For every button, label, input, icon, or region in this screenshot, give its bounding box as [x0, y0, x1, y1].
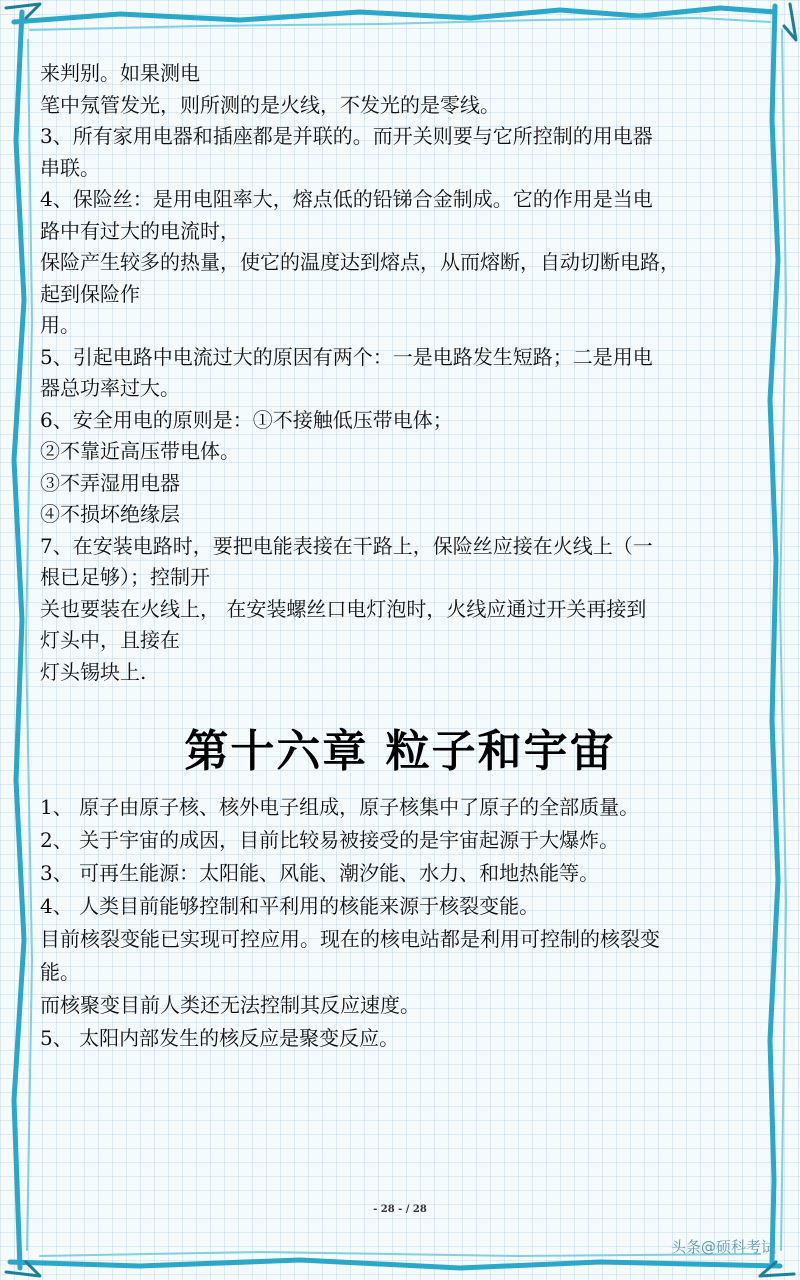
text-line: 起到保险作 [40, 281, 140, 306]
text-line: 器总功率过大。 [40, 376, 180, 400]
text-line: 3、所有家用电器和插座都是并联的。而开关则要与它所控制的用电器 [40, 124, 653, 148]
text-line: 而核聚变目前人类还无法控制其反应速度。 [40, 993, 420, 1017]
text-line: 1、 原子由原子核、核外电子组成，原子核集中了原子的全部质量。 [40, 795, 640, 819]
text-line: 5、引起电路中电流过大的原因有两个：一是电路发生短路；二是用电 [40, 344, 653, 369]
text-line: 灯头锡块上. [40, 659, 147, 684]
text-line: ③不弄湿用电器 [40, 470, 180, 495]
page-number: - 28 - / 28 [373, 1204, 427, 1215]
text-line: 关也要装在火线上， 在安装螺丝口电灯泡时，火线应通过开关再接到 [40, 596, 647, 621]
text-line: 根已足够）；控制开 [40, 565, 210, 589]
watermark-text: 头条@硕科考试 [670, 1238, 776, 1256]
section-electricity-safety [40, 58, 768, 688]
text-line: 笔中氖管发光，则所测的是火线，不发光的是零线。 [40, 92, 500, 117]
text-line: ④不损坏绝缘层 [40, 502, 180, 526]
text-line: 3、 可再生能源：太阳能、风能、潮汐能、水力、和地热能等。 [40, 861, 600, 885]
text-line: 串联。 [40, 155, 100, 180]
text-line: 灯头中，且接在 [40, 628, 180, 652]
text-line: 目前核裂变能已实现可控应用。现在的核电站都是利用可控制的核裂变 [40, 927, 660, 951]
text-line: 4、 人类目前能够控制和平利用的核能来源于核裂变能。 [40, 894, 540, 918]
section-particles-universe [40, 791, 768, 1055]
text-line: ②不靠近高压带电体。 [40, 439, 240, 463]
text-line: 4、保险丝：是用电阻率大，熔点低的铅锑合金制成。它的作用是当电 [40, 187, 653, 211]
text-line: 用。 [40, 313, 80, 337]
text-line: 保险产生较多的热量，使它的温度达到熔点，从而熔断，自动切断电路， [40, 250, 680, 274]
text-line: 路中有过大的电流时， [40, 218, 240, 243]
text-line: 能。 [40, 960, 80, 984]
text-line: 7、在安装电路时，要把电能表接在干路上，保险丝应接在火线上（一 [40, 533, 653, 558]
text-line: 来判别。如果测电 [40, 61, 200, 85]
text-line: 5、 太阳内部发生的核反应是聚变反应。 [40, 1026, 400, 1050]
text-line: 6、安全用电的原则是：①不接触低压带电体； [40, 407, 453, 432]
chapter-title: 第十六章 粒子和宇宙 [184, 726, 616, 777]
text-line: 2、 关于宇宙的成因，目前比较易被接受的是宇宙起源于大爆炸。 [40, 828, 620, 852]
